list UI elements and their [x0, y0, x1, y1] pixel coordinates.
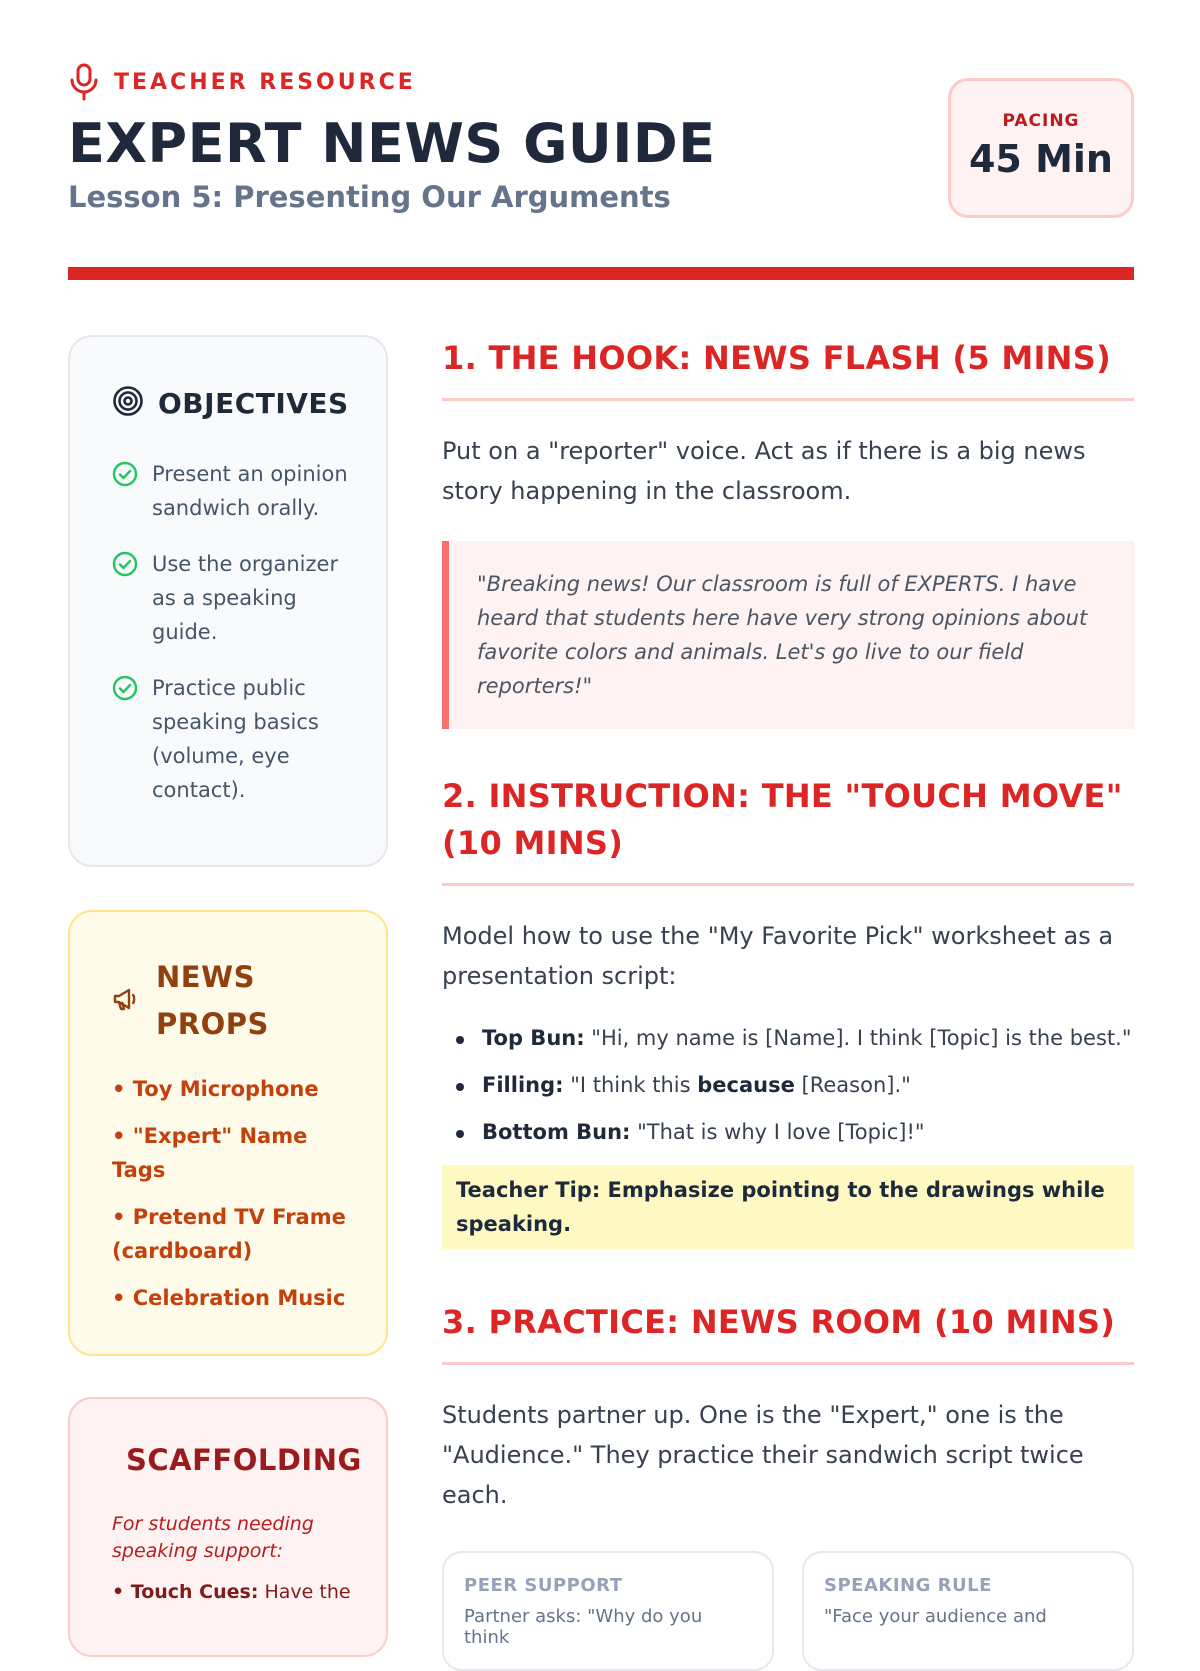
section-practice [442, 1299, 1134, 1671]
bullet-emphasis: because [697, 1073, 795, 1097]
list-item [442, 1118, 1134, 1146]
section-hook [442, 335, 1134, 729]
check-circle-icon [112, 671, 138, 807]
section-title: 3. PRACTICE: NEWS ROOM (10 MINS) [442, 1303, 1116, 1341]
card-label: SPEAKING RULE [824, 1575, 992, 1596]
bullet-text: "Hi, my name is [Name]. I think [Topic] is the best." [584, 1026, 1132, 1050]
practice-cards [442, 1551, 1134, 1671]
objective-text: Present an opinion sandwich orally. [152, 462, 348, 520]
scaffolding-item [112, 1581, 356, 1603]
check-circle-icon [112, 457, 138, 525]
reporter-quote: "Breaking news! Our classroom is full of EXPERTS. I have heard that students here have very strong opinions about favorite colors and animals. Let's go live to our field reporters!" [442, 541, 1134, 729]
script-list [442, 1024, 1134, 1146]
peer-support-card [442, 1551, 774, 1671]
scaffolding-item-label: • Touch Cues: [112, 1581, 259, 1603]
section-divider [442, 398, 1134, 401]
list-item [112, 547, 356, 649]
page-subtitle: Lesson 5: Presenting Our Arguments [68, 180, 671, 214]
list-item: • "Expert" Name Tags [112, 1124, 308, 1182]
section-divider [442, 1362, 1134, 1365]
pacing-badge [948, 78, 1134, 218]
target-icon [112, 385, 144, 421]
section-text: Students partner up. One is the "Expert," one is the "Audience." They practice their sandwich script twice each. [442, 1401, 1084, 1509]
page-title: EXPERT NEWS GUIDE [68, 112, 716, 175]
megaphone-icon [112, 985, 140, 1017]
card-text: Partner asks: "Why do you think [464, 1606, 703, 1648]
objective-text: Use the organizer as a speaking guide. [152, 552, 339, 644]
news-props-card [68, 910, 388, 1356]
objectives-card [68, 335, 388, 867]
bullet-label: Filling: [482, 1073, 564, 1097]
scaffolding-heading: SCAFFOLDING [126, 1443, 362, 1477]
scaffolding-item-text: Have the [264, 1581, 351, 1603]
bullet-text: "I think this [563, 1073, 698, 1097]
header [68, 64, 1134, 284]
section-instruction [442, 773, 1134, 1249]
list-item [442, 1024, 1134, 1052]
card-label: PEER SUPPORT [464, 1575, 623, 1596]
microphone-icon [68, 63, 100, 101]
eyebrow-label: TEACHER RESOURCE [114, 69, 416, 95]
card-text: "Face your audience and [824, 1606, 1047, 1627]
section-text: Put on a "reporter" voice. Act as if there is a big news story happening in the classroom. [442, 437, 1086, 505]
scaffolding-note: For students needing speaking support: [112, 1513, 314, 1562]
header-divider [68, 267, 1134, 280]
list-item [112, 671, 356, 807]
list-item: • Pretend TV Frame (cardboard) [112, 1205, 346, 1263]
bullet-label: Bottom Bun: [482, 1120, 631, 1144]
teacher-tip: Teacher Tip: Emphasize pointing to the drawings while speaking. [442, 1165, 1134, 1249]
bullet-text: "That is why I love [Topic]!" [630, 1120, 925, 1144]
check-circle-icon [112, 547, 138, 649]
section-title: 1. THE HOOK: NEWS FLASH (5 MINS) [442, 339, 1112, 377]
section-divider [442, 883, 1134, 886]
props-list [112, 1072, 356, 1315]
section-text: Model how to use the "My Favorite Pick" worksheet as a presentation script: [442, 922, 1114, 990]
pacing-value: 45 Min [968, 137, 1113, 181]
list-item [112, 457, 356, 525]
objectives-heading: OBJECTIVES [158, 386, 349, 420]
list-item [442, 1071, 1134, 1099]
props-heading: NEWS PROPS [156, 960, 269, 1041]
bullet-text: [Reason]." [794, 1073, 911, 1097]
lesson-main [442, 335, 1134, 1671]
list-item: • Toy Microphone [112, 1077, 319, 1101]
scaffolding-card [68, 1397, 388, 1657]
speaking-rule-card [802, 1551, 1134, 1671]
pacing-label: PACING [1002, 111, 1080, 131]
section-title: 2. INSTRUCTION: THE "TOUCH MOVE" (10 MINS) [442, 777, 1123, 862]
objectives-list [112, 457, 356, 807]
list-item: • Celebration Music [112, 1286, 346, 1310]
objective-text: Practice public speaking basics (volume, eye contact). [152, 676, 319, 802]
bullet-label: Top Bun: [482, 1026, 585, 1050]
